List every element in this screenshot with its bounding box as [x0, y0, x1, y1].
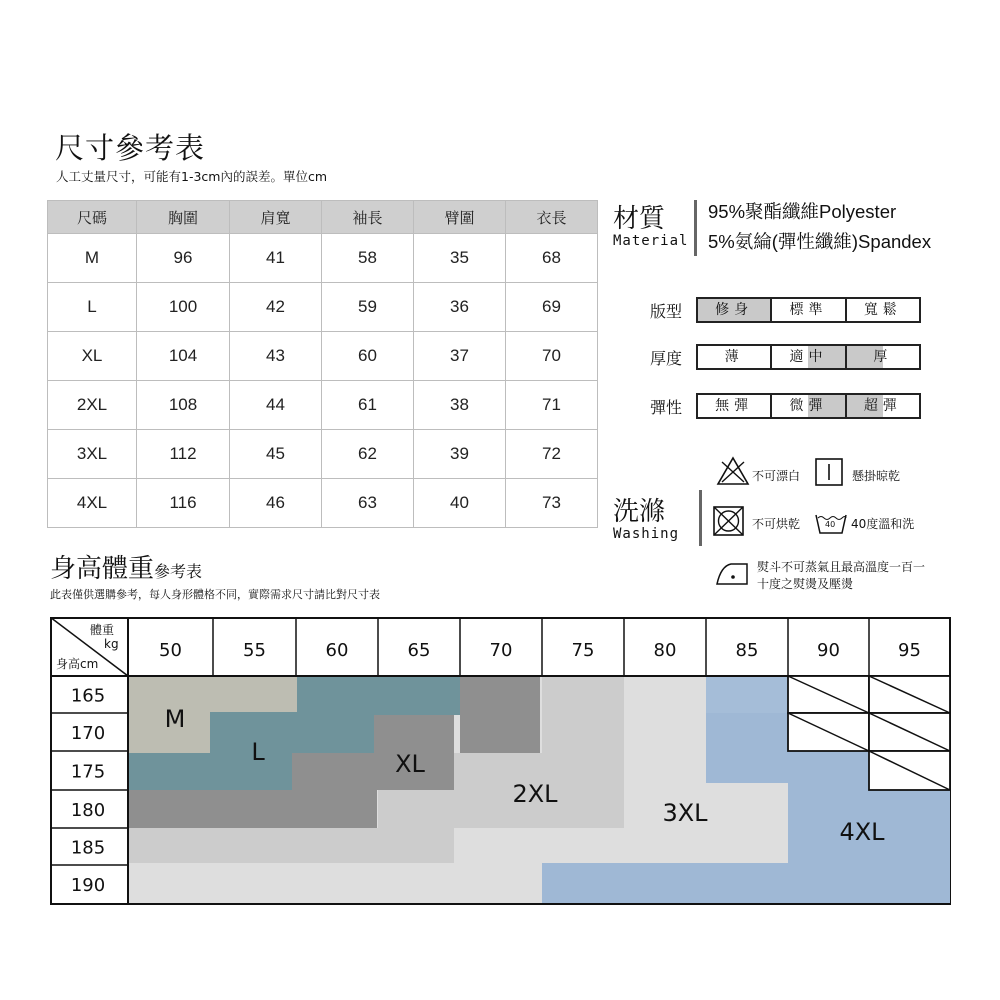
size-table [47, 200, 598, 528]
page-title: 尺寸參考表 [55, 131, 206, 165]
feature-option [772, 346, 846, 368]
table-cell: 4XL [48, 479, 137, 528]
hang-dry-label: 懸掛晾乾 [852, 469, 901, 483]
size-note: 人工丈量尺寸，可能有1-3cm內的誤差。單位cm [56, 169, 328, 184]
corner-weight: 體重 [90, 623, 115, 637]
no-tumble-dry-icon [713, 506, 745, 536]
region-l [297, 676, 460, 715]
hw-note: 此表僅供選購參考，每人身形體格不同，實際需求尺寸請比對尺寸表 [50, 588, 380, 601]
table-row [48, 479, 598, 528]
table-cell: 39 [414, 430, 506, 479]
weight-header: 80 [653, 640, 677, 661]
table-cell: 71 [506, 381, 598, 430]
col-header: 袖長 [322, 201, 414, 234]
table-cell: 46 [230, 479, 322, 528]
weight-header: 70 [489, 640, 513, 661]
feature-scale [696, 344, 921, 370]
size-region-label: 4XL [839, 818, 885, 846]
iron-label-1: 熨斗不可蒸氣且最高溫度一百一 [757, 560, 926, 574]
table-cell: 104 [137, 332, 230, 381]
feature-option [698, 299, 772, 321]
height-header: 185 [70, 837, 106, 859]
weight-header: 95 [898, 640, 921, 661]
iron-label-2: 十度之熨燙及壓燙 [757, 577, 854, 591]
weight-header: 60 [325, 640, 349, 661]
feature-option-label: 無彈 [715, 398, 754, 414]
table-cell: XL [48, 332, 137, 381]
feature-option [847, 395, 919, 417]
no-tumble-dry-label: 不可烘乾 [752, 517, 801, 531]
col-header: 臂圍 [414, 201, 506, 234]
table-cell: 116 [137, 479, 230, 528]
region-l [128, 753, 292, 790]
corner-height: 身高cm [56, 657, 99, 671]
feature-scale [696, 297, 921, 323]
size-region-label: XL [395, 750, 425, 778]
wash-40-icon [815, 512, 847, 534]
table-cell: 35 [414, 234, 506, 283]
col-header: 衣長 [506, 201, 598, 234]
weight-header: 85 [735, 640, 759, 661]
weight-header: 75 [571, 640, 595, 661]
feature-option-label: 薄 [724, 349, 744, 365]
region-xl [128, 790, 377, 828]
hw-title [50, 548, 202, 585]
table-cell: 68 [506, 234, 598, 283]
material-title: 材質 [613, 204, 666, 234]
table-cell: 60 [322, 332, 414, 381]
region-xl [460, 676, 540, 753]
region-xl [292, 753, 374, 790]
hw-chart-svg [50, 617, 951, 905]
col-header: 胸圍 [137, 201, 230, 234]
table-cell: 73 [506, 479, 598, 528]
feature-option-label: 適中 [789, 349, 828, 365]
region-2xl [378, 790, 454, 828]
table-header-row [48, 201, 598, 234]
table-cell: 96 [137, 234, 230, 283]
hang-dry-icon [815, 458, 843, 486]
table-row [48, 234, 598, 283]
height-header: 190 [70, 875, 106, 896]
height-header: 165 [70, 685, 106, 707]
table-cell: 37 [414, 332, 506, 381]
region-l [210, 712, 374, 753]
table-cell: 63 [322, 479, 414, 528]
table-cell: 44 [230, 381, 322, 430]
feature-option-label: 標準 [789, 302, 828, 318]
divider [699, 490, 702, 546]
weight-header: 55 [243, 640, 266, 661]
feature-option-label: 寬鬆 [863, 302, 902, 318]
table-cell: 42 [230, 283, 322, 332]
table-cell: 36 [414, 283, 506, 332]
table-row [48, 381, 598, 430]
region-4xl [706, 676, 788, 713]
iron-icon [715, 560, 749, 586]
divider [694, 200, 697, 256]
region-4xl [542, 863, 950, 903]
feature-label: 版型 [650, 302, 683, 321]
material-line: 5%氨綸(彈性纖維)Spandex [708, 231, 932, 252]
table-cell: 108 [137, 381, 230, 430]
washing-title: 洗滌 [613, 497, 666, 527]
table-cell: 40 [414, 479, 506, 528]
table-cell: 70 [506, 332, 598, 381]
feature-option-label: 超彈 [863, 398, 902, 414]
weight-header: 50 [159, 640, 182, 661]
wash-temp: 40 [825, 520, 836, 529]
feature-option [772, 395, 846, 417]
feature-option-label: 厚 [873, 349, 893, 365]
table-cell: 112 [137, 430, 230, 479]
table-cell: 3XL [48, 430, 137, 479]
table-cell: 41 [230, 234, 322, 283]
weight-header: 90 [817, 640, 840, 661]
washing-subtitle: Washing [613, 526, 680, 542]
height-header: 170 [70, 723, 106, 744]
feature-option-label: 修身 [715, 302, 754, 318]
size-region-label: 2XL [512, 780, 558, 808]
table-row [48, 430, 598, 479]
table-cell: 45 [230, 430, 322, 479]
table-row [48, 332, 598, 381]
table-cell: 2XL [48, 381, 137, 430]
height-header: 175 [70, 761, 106, 783]
feature-scale [696, 393, 921, 419]
size-region-label: M [164, 705, 186, 733]
feature-label: 彈性 [650, 398, 683, 417]
size-region-label: 3XL [662, 799, 708, 827]
table-cell: 100 [137, 283, 230, 332]
corner-kg: kg [104, 637, 119, 651]
table-cell: L [48, 283, 137, 332]
material-subtitle: Material [613, 233, 689, 249]
height-weight-chart [50, 617, 951, 905]
table-cell: 61 [322, 381, 414, 430]
feature-label: 厚度 [650, 349, 683, 368]
no-bleach-label: 不可漂白 [752, 469, 801, 483]
table-cell: 62 [322, 430, 414, 479]
wash-40-label: 40度溫和洗 [851, 517, 915, 531]
weight-header: 65 [407, 640, 431, 661]
table-cell: 43 [230, 332, 322, 381]
feature-option [772, 299, 846, 321]
height-header: 180 [70, 800, 106, 821]
table-row [48, 283, 598, 332]
feature-option [698, 346, 772, 368]
hw-title-main: 身高體重 [50, 554, 155, 584]
material-line: 95%聚酯纖維Polyester [708, 201, 897, 222]
table-cell: 69 [506, 283, 598, 332]
feature-option [698, 395, 772, 417]
table-cell: M [48, 234, 137, 283]
table-cell: 72 [506, 430, 598, 479]
feature-option [847, 346, 919, 368]
region-m [128, 676, 297, 712]
hw-title-suffix: 參考表 [154, 562, 203, 581]
table-cell: 58 [322, 234, 414, 283]
col-header: 尺碼 [48, 201, 137, 234]
col-header: 肩寬 [230, 201, 322, 234]
feature-option [847, 299, 919, 321]
size-region-label: L [251, 738, 265, 766]
feature-option-label: 微彈 [789, 398, 828, 414]
table-cell: 59 [322, 283, 414, 332]
no-bleach-icon [716, 456, 750, 486]
region-2xl [128, 828, 454, 863]
table-cell: 38 [414, 381, 506, 430]
